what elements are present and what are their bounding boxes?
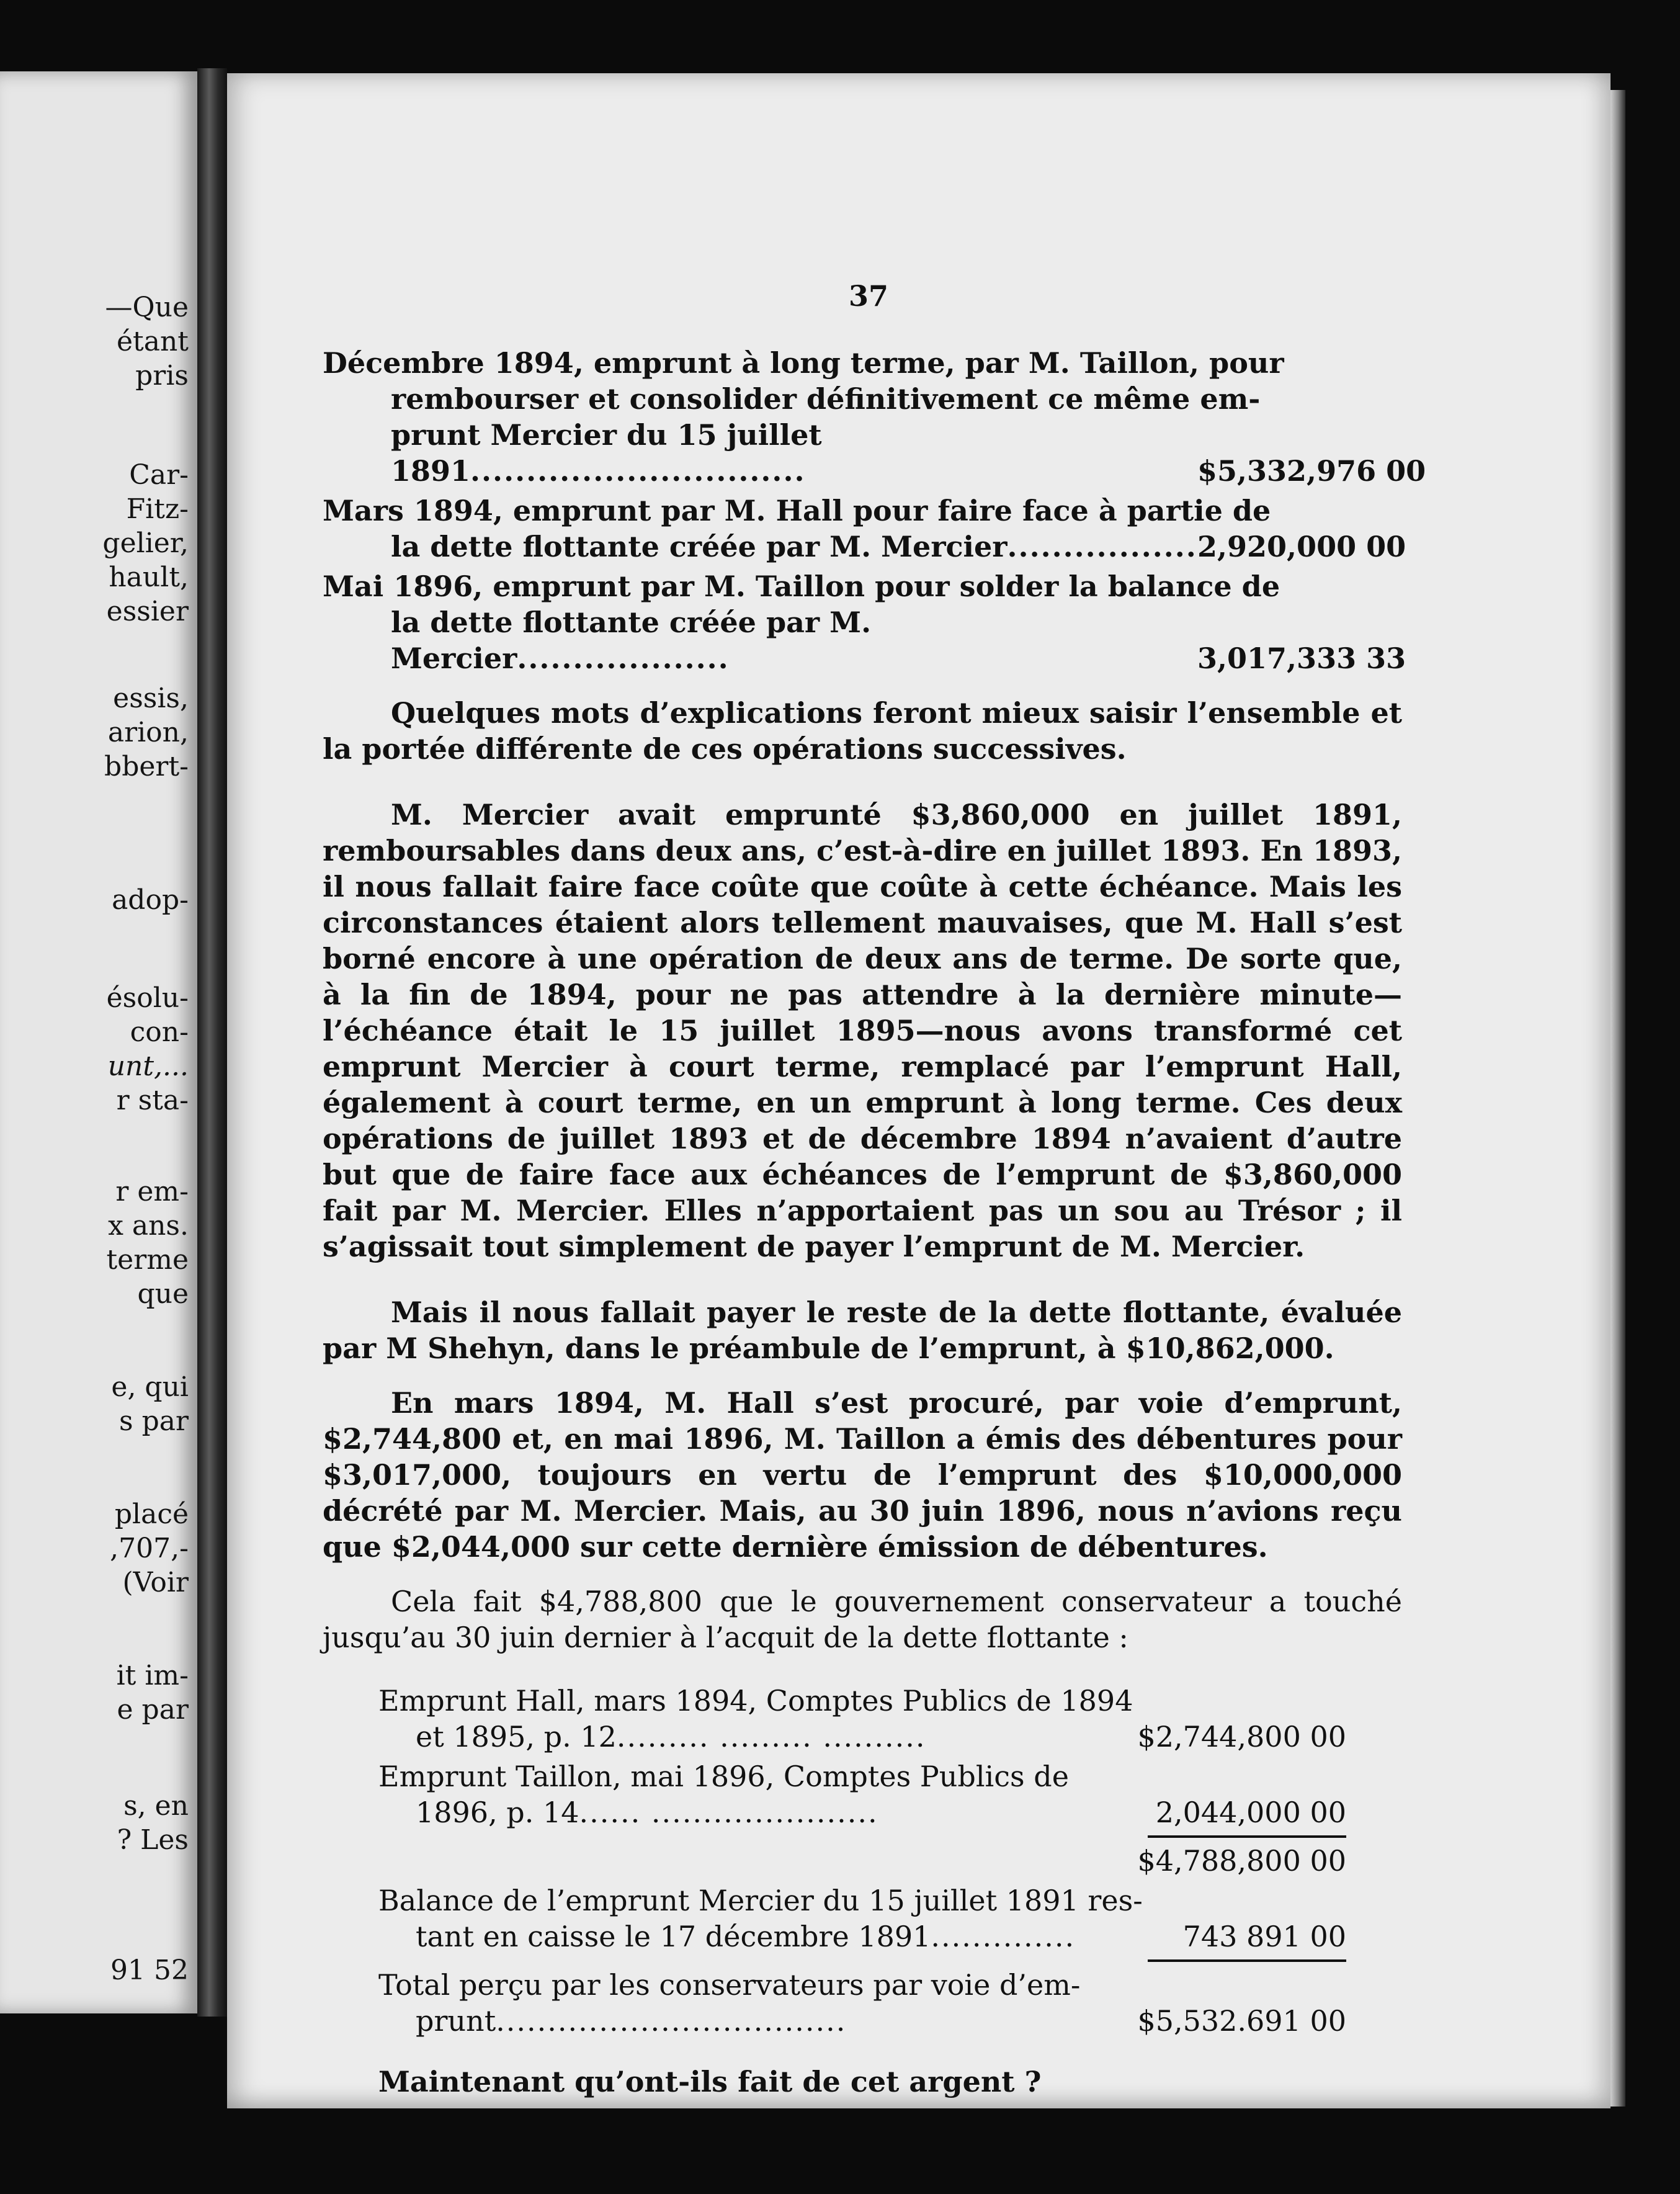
- leader-dots: ..................................: [496, 2004, 847, 2038]
- left-page-fragment: hault,: [109, 562, 189, 593]
- page-edge: [1611, 90, 1625, 2107]
- left-page-fragment: ésolu-: [106, 982, 189, 1014]
- left-page-fragment: placé: [114, 1498, 189, 1530]
- loan-entry: [323, 345, 1426, 489]
- entry-line: rembourser et consolider définitivement ce même em-: [391, 382, 1261, 416]
- left-page-fragment: s, en: [123, 1790, 189, 1822]
- left-page-fragment: arion,: [107, 717, 189, 748]
- left-page-fragment: (Voir: [122, 1567, 189, 1598]
- left-page-fragment: pris: [135, 360, 189, 392]
- entry-last-line: la dette flottante créée par M. Mercier: [391, 606, 872, 675]
- sum-rule: [1148, 1835, 1346, 1838]
- paragraph: En mars 1894, M. Hall s’est procuré, par voie d’emprunt, $2,744,800 et, en mai 1896, M. Taillon a émis des débentures pour $3,017,000, toujours en vertu de l’emprunt des $10,000,000 décrété par M. Mercier. Mais, au 30 juin 1896, nous n’avions reçu que $2,044,000 sur cette dernière émission de débentures.: [323, 1386, 1402, 1564]
- left-page-fragment: x ans.: [108, 1210, 189, 1242]
- left-page-fragment: terme: [106, 1244, 189, 1276]
- summary-table: [378, 1683, 1346, 2100]
- left-page-fragment: it im-: [116, 1660, 189, 1691]
- summary-item: [378, 1683, 1346, 1755]
- entry-amount: $5,332,976 00: [1197, 454, 1426, 488]
- left-page-fragment: Car-: [129, 459, 189, 491]
- left-page-fragment: e, qui: [111, 1371, 189, 1403]
- entry-last-line: la dette flottante créée par M. Mercier: [391, 530, 1008, 563]
- left-page-fragment: e par: [117, 1694, 189, 1726]
- leader-dots: ......... ......... ..........: [616, 1720, 926, 1753]
- left-page-fragment: essier: [106, 596, 189, 627]
- total-rule: [1148, 1959, 1346, 1962]
- left-page-fragment: —Que: [105, 292, 189, 323]
- leader-dots: ..............................: [470, 454, 806, 488]
- paragraph: Cela fait $4,788,800 que le gouvernement conservateur a touché jusqu’au 30 juin dernier à l’acquit de la dette flottante :: [323, 1585, 1402, 1654]
- balance-item: [378, 1883, 1346, 1954]
- summary-item: [378, 1758, 1346, 1830]
- left-page-fragment: gelier,: [102, 527, 189, 559]
- total-first-line: Total perçu par les conservateurs par voie d’em-: [378, 1968, 1081, 2002]
- left-page-fragment: s par: [119, 1405, 189, 1437]
- page-content: [323, 279, 1426, 2100]
- page-number: 37: [849, 279, 889, 313]
- entry-last-line: prunt Mercier du 15 juillet 1891: [391, 418, 822, 488]
- left-page-fragment: étant: [117, 326, 189, 357]
- left-page-fragment: ? Les: [117, 1824, 189, 1856]
- paragraph: Mais il nous fallait payer le reste de la dette flottante, évaluée par M Shehyn, dans le préambule de l’emprunt, à $10,862,000.: [323, 1296, 1402, 1365]
- paragraph: M. Mercier avait emprunté $3,860,000 en juillet 1891, remboursables dans deux ans, c’est-à-dire en juillet 1893. En 1893, il nous fallait faire face coûte que coûte à cette échéance. Mais les circonstances étaient alors tellement mauvaises, que M. Hall s’est borné encore à une opération de deux ans de terme. De sorte que, à la fin de 1894, pour ne pas attendre à la dernière minute—l’échéance était le 15 juillet 1895—nous avons transformé cet emprunt Mercier à court terme, remplacé par l’emprunt Hall, également à court terme, en un emprunt à long terme. Ces deux opérations de juillet 1893 et de décembre 1894 n’avaient d’autre but que de faire face aux échéances de l’emprunt de $3,860,000 fait par M. Mercier. Elles n’apportaient pas un sou au Trésor ; il s’agissait tout simplement de payer l’emprunt de M. Mercier.: [323, 798, 1403, 1263]
- entry-first-line: Décembre 1894, emprunt à long terme, par M. Taillon, pour: [323, 346, 1284, 380]
- loan-entry: [323, 568, 1406, 676]
- book-gutter: [197, 68, 227, 2017]
- left-page: [0, 71, 201, 2013]
- total-item: [378, 1967, 1346, 2039]
- closing-question: Maintenant qu’ont-ils fait de cet argent ?: [378, 2065, 1042, 2098]
- left-page-fragment: unt,...: [107, 1050, 189, 1082]
- summary-item-first-line: Emprunt Taillon, mai 1896, Comptes Publics de: [378, 1760, 1069, 1793]
- leader-dots: .................: [1007, 530, 1197, 563]
- entry-first-line: Mai 1896, emprunt par M. Taillon pour solder la balance de: [323, 570, 1280, 603]
- left-page-fragment: r em-: [115, 1176, 189, 1207]
- paragraph: Quelques mots d’explications feront mieux saisir l’ensemble et la portée différente de ces opérations successives.: [323, 696, 1402, 766]
- left-page-fragment: Fitz-: [126, 493, 189, 525]
- left-page-fragment: r sta-: [116, 1085, 189, 1116]
- balance-amount: 743 891 00: [1182, 1920, 1346, 1953]
- left-page-fragment: essis,: [113, 683, 189, 714]
- summary-item-last-line: 1896, p. 14: [416, 1796, 579, 1829]
- leader-dots: ...................: [517, 642, 730, 675]
- summary-item-first-line: Emprunt Hall, mars 1894, Comptes Publics de 1894: [378, 1684, 1133, 1717]
- summary-amount: $2,744,800 00: [1137, 1720, 1346, 1753]
- left-page-fragment: con-: [130, 1016, 189, 1048]
- leader-dots: ...... ......................: [579, 1796, 878, 1829]
- left-page-fragment: 91 52: [110, 1954, 189, 1986]
- balance-first-line: Balance de l’emprunt Mercier du 15 juillet 1891 res-: [378, 1884, 1143, 1917]
- left-page-fragment: adop-: [112, 884, 189, 916]
- left-page-fragment: que: [137, 1278, 189, 1310]
- summary-amount: 2,044,000 00: [1155, 1796, 1346, 1829]
- entry-amount: 3,017,333 33: [1197, 642, 1406, 675]
- summary-item-last-line: et 1895, p. 12: [416, 1720, 617, 1753]
- loan-entry: [323, 493, 1406, 565]
- left-page-fragment: bbert-: [104, 751, 189, 782]
- left-page-fragment: ,707,-: [110, 1533, 189, 1564]
- entry-amount: 2,920,000 00: [1197, 530, 1406, 563]
- balance-last-line: tant en caisse le 17 décembre 1891: [416, 1920, 931, 1953]
- total-last-line: prunt: [416, 2004, 496, 2038]
- total-amount: $5,532.691 00: [1137, 2004, 1346, 2038]
- entry-first-line: Mars 1894, emprunt par M. Hall pour faire face à partie de: [323, 494, 1271, 527]
- leader-dots: ..............: [931, 1920, 1076, 1953]
- subtotal-amount: $4,788,800 00: [1137, 1844, 1346, 1878]
